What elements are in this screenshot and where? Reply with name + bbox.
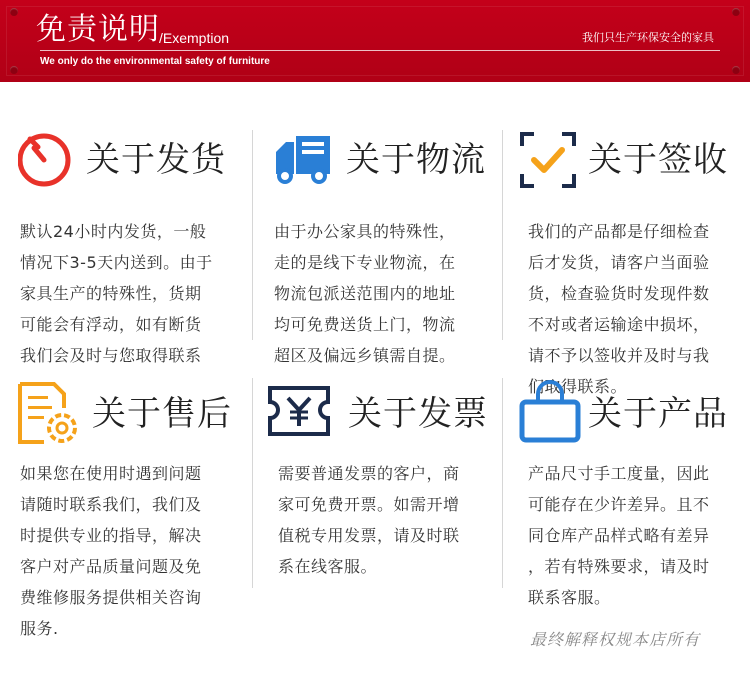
check-frame-icon [518, 128, 578, 194]
card-line: 联系客服。 [528, 588, 611, 607]
card-line: 时提供专业的指导，解决 [20, 526, 202, 545]
card-line: 由于办公家具的特殊性， [274, 222, 456, 241]
timer-icon [18, 128, 78, 194]
card-title: 关于产品 [588, 394, 728, 434]
header-subtitle: We only do the environmental safety of furniture [40, 56, 270, 67]
header-slogan: 我们只生产环保安全的家具 [582, 31, 714, 44]
card-title: 关于物流 [346, 140, 486, 180]
card-line: 后才发货，请客户当面验 [528, 253, 710, 272]
card-line: 走的是线下专业物流，在 [274, 253, 456, 272]
card-line: 产品尺寸手工度量，因此 [528, 464, 710, 483]
card-line: 系在线客服。 [278, 557, 378, 576]
card-body [274, 216, 489, 371]
card-line: 们取得联系。 [528, 377, 628, 396]
decorative-dot [10, 66, 18, 74]
card-line: 货，检查验货时发现件数 [528, 284, 710, 303]
page-title-suffix: /Exemption [159, 30, 230, 46]
card-title: 关于售后 [92, 394, 232, 434]
card-body [20, 216, 235, 371]
page-title: 免责说明 [36, 12, 160, 47]
card-line: 客户对产品质量问题及免 [20, 557, 202, 576]
clipboard-gear-icon [14, 378, 74, 444]
card-line: 请不予以签收并及时与我 [528, 346, 710, 365]
card-line: 情况下3-5天内送到。由于 [20, 253, 213, 272]
yen-ticket-icon [266, 378, 326, 444]
card-line: 可能会有浮动，如有断货 [20, 315, 202, 334]
decorative-dot [10, 8, 18, 16]
decorative-dot [732, 8, 740, 16]
card-line: ，若有特殊要求，请及时 [528, 557, 710, 576]
header-divider [40, 50, 720, 51]
card-title: 关于签收 [588, 140, 728, 180]
card-body [278, 458, 493, 582]
card-line: 不对或者运输途中损坏， [528, 315, 710, 334]
card-line: 需要普通发票的客户，商 [278, 464, 460, 483]
decorative-dot [732, 66, 740, 74]
card-line: 费维修服务提供相关咨询 [20, 588, 202, 607]
card-body [20, 458, 235, 644]
card-line: 物流包派送范围内的地址 [274, 284, 456, 303]
card-body [528, 216, 738, 402]
footer-note: 最终解释权规本店所有 [530, 630, 701, 649]
card-line: 我们的产品都是仔细检查 [528, 222, 710, 241]
card-line: 服务. [20, 619, 59, 638]
card-body [528, 458, 743, 613]
card-line: 值税专用发票，请及时联 [278, 526, 460, 545]
card-title: 关于发票 [348, 394, 488, 434]
card-line: 超区及偏远乡镇需自提。 [274, 346, 456, 365]
truck-icon [272, 128, 332, 194]
card-line: 请随时联系我们，我们及 [20, 495, 202, 514]
header-banner [0, 0, 750, 82]
card-line: 家具生产的特殊性，货期 [20, 284, 202, 303]
card-line: 默认24小时内发货，一般 [20, 222, 207, 241]
card-line: 如果您在使用时遇到问题 [20, 464, 202, 483]
card-line: 可能存在少许差异。且不 [528, 495, 710, 514]
card-line: 同仓库产品样式略有差异 [528, 526, 710, 545]
card-title: 关于发货 [86, 140, 226, 180]
card-line: 家可免费开票。如需开增 [278, 495, 460, 514]
shopping-bag-icon [518, 378, 578, 444]
card-line: 均可免费送货上门，物流 [274, 315, 456, 334]
card-line: 我们会及时与您取得联系 [20, 346, 202, 365]
